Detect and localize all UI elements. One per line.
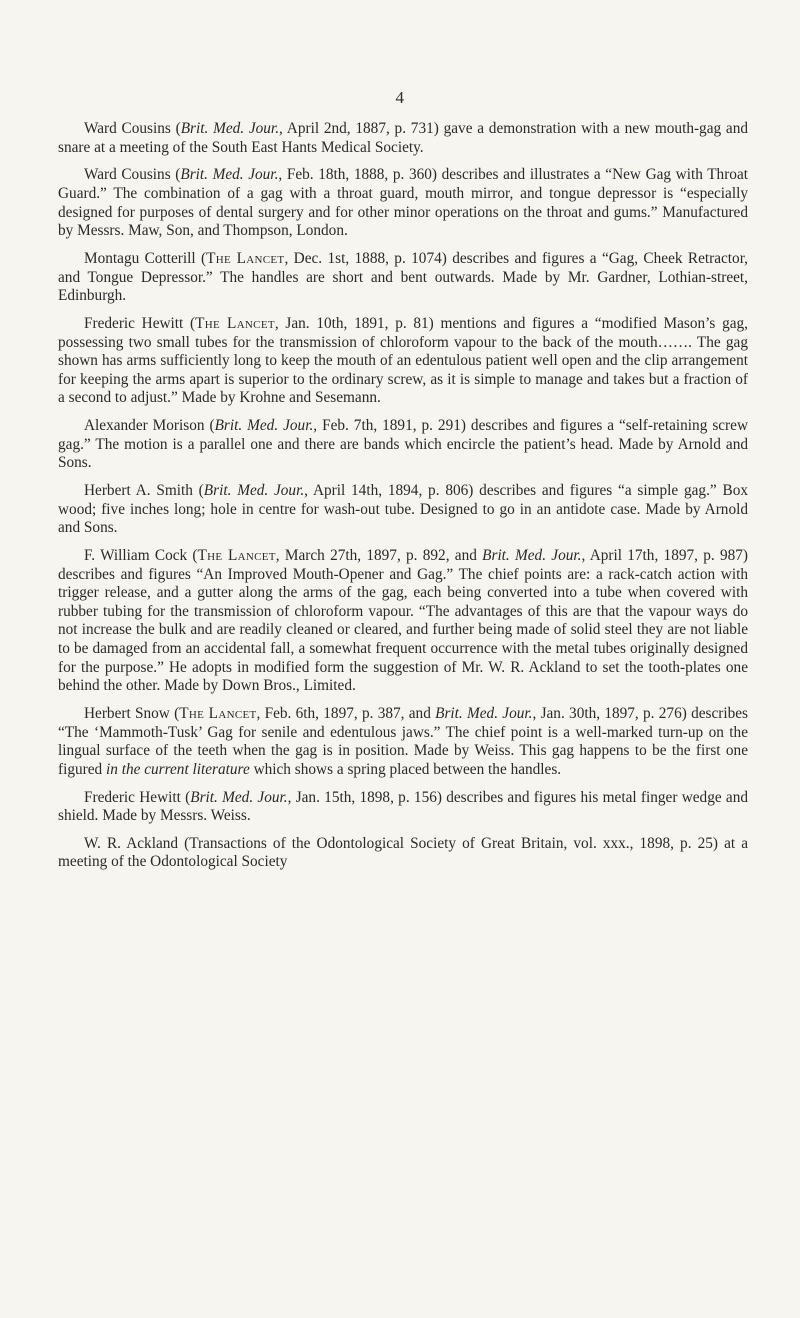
journal-name: The Lancet [195,314,275,332]
italic-citation: Brit. Med. Jour. [180,166,279,184]
text-run: , March 27th, 1897, p. 892, and [275,547,483,564]
text-run: , Jan. 30th, 1897, p. 276) describes “The ‘Mammoth-Tusk’ Gag for senile and edentulous jaws.” The chief point is a well-marked turn-up on the lingual surface of the teeth when the gag is in position. Made by Weiss. This gag happens to be the first one figured [58,704,749,778]
text-run: , Feb. 18th, 1888, p. 360) describes and illustrates a “New Gag with Throat Guard.” The combination of a gag with a throat guard, mouth mirror, and tongue depressor is “especially designed for purposes of dental surgery and for other minor operations on the throat and gums.” Manufactured by Messrs. Maw, Son, and Thompson, London. [58,166,748,240]
text-run: Frederic Hewitt ( [84,788,191,806]
text-run: , Feb. 6th, 1897, p. 387, and [256,704,436,722]
paragraph [58,547,748,696]
text-run: Montagu Cotterill ( [84,249,207,267]
journal-name: The Lancet [197,547,276,564]
text-run: , Dec. 1st, 1888, p. 1074) describes and figures a “Gag, Cheek Retractor, and Tongue Depressor.” The handles are short and bent outwards. Made by Mr. Gardner, Lothian-street, Edinburgh. [58,249,748,305]
text-run: Ward Cousins ( [84,120,181,137]
text-run: Ward Cousins ( [84,166,181,184]
text-run: , April 17th, 1897, p. 987) describes and figures “An Improved Mouth-Opener and Gag.” The chief points are: a rack-catch action with trigger release, and a gutter along the arms of the gag, each being converted into a tube when covered with rubber tubing for the transmission of chloroform vapour. “The advantages of this are that the vapour ways do not increase the bulk and are readily cleaned or cleared, and further being made of solid steel they are not liable to be damaged from an accidental fall, a somewhat frequent occurrence with the metal tubes originally designed for the purpose.” He adopts in modified form the suggestion of Mr. W. R. Ackland to set the tooth-plates one behind the other. Made by Down Bros., Limited. [58,547,748,695]
text-run: which shows a spring placed between the handles. [249,760,562,778]
paragraph [58,250,748,306]
paragraph [58,789,748,826]
text-run: , April 14th, 1894, p. 806) describes and figures “a simple gag.” Box wood; five inches long; hole in centre for wash-out tube. Designed to go in an antidote case. Made by Arnold and Sons. [58,482,748,537]
italic-citation: Brit. Med. Jour. [214,417,314,435]
page-number: 4 [395,88,405,107]
text-run: Frederic Hewitt ( [84,314,196,332]
paragraph [58,705,748,779]
italic-citation: Brit. Med. Jour. [180,120,280,137]
paragraph [58,120,748,157]
paragraph [58,166,748,240]
paragraph [58,417,748,473]
text-run: W. R. Ackland (Transactions of the Odontological Society of Great Britain, vol. xxx., 1898, p. 25) at a meeting of the Odontological Society [58,834,748,871]
text-run: Herbert A. Smith ( [84,482,204,500]
journal-name: The Lancet [206,249,285,267]
text-run: , Jan. 15th, 1898, p. 156) describes and figures his metal finger wedge and shield. Made by Messrs. Weiss. [58,788,748,825]
paragraph [58,835,748,872]
text-run: Alexander Morison ( [84,417,215,435]
italic-citation: in the current literature [106,760,250,778]
italic-citation: Brit. Med. Jour. [203,482,305,500]
italic-citation: Brit. Med. Jour. [190,788,288,806]
journal-name: The Lancet [179,704,257,722]
italic-citation: Brit. Med. Jour. [482,547,582,564]
italic-citation: Brit. Med. Jour. [435,704,533,722]
text-run: , April 2nd, 1887, p. 731) gave a demonstration with a new mouth-gag and snare at a meeting of the South East Hants Medical Society. [58,120,748,156]
body-text [58,120,748,881]
paragraph [58,482,748,538]
text-run: Herbert Snow ( [84,704,180,722]
paragraph [58,315,748,408]
text-run: F. William Cock ( [84,547,198,564]
text-run: , Feb. 7th, 1891, p. 291) describes and figures a “self-retaining screw gag.” The motion is a parallel one and there are bands which encircle the patient’s head. Made by Arnold and Sons. [58,417,748,472]
text-run: , Jan. 10th, 1891, p. 81) mentions and figures a “modified Mason’s gag, possessing two small tubes for the transmission of chloroform vapour to the back of the mouth……. The gag shown has arms sufficiently long to keep the mouth of an edentulous patient well open and the clip arrangement for keeping the arms apart is superior to the ordinary screw, as it is simple to manage and takes but a fraction of a second to adjust.” Made by Krohne and Sesemann. [58,314,748,407]
